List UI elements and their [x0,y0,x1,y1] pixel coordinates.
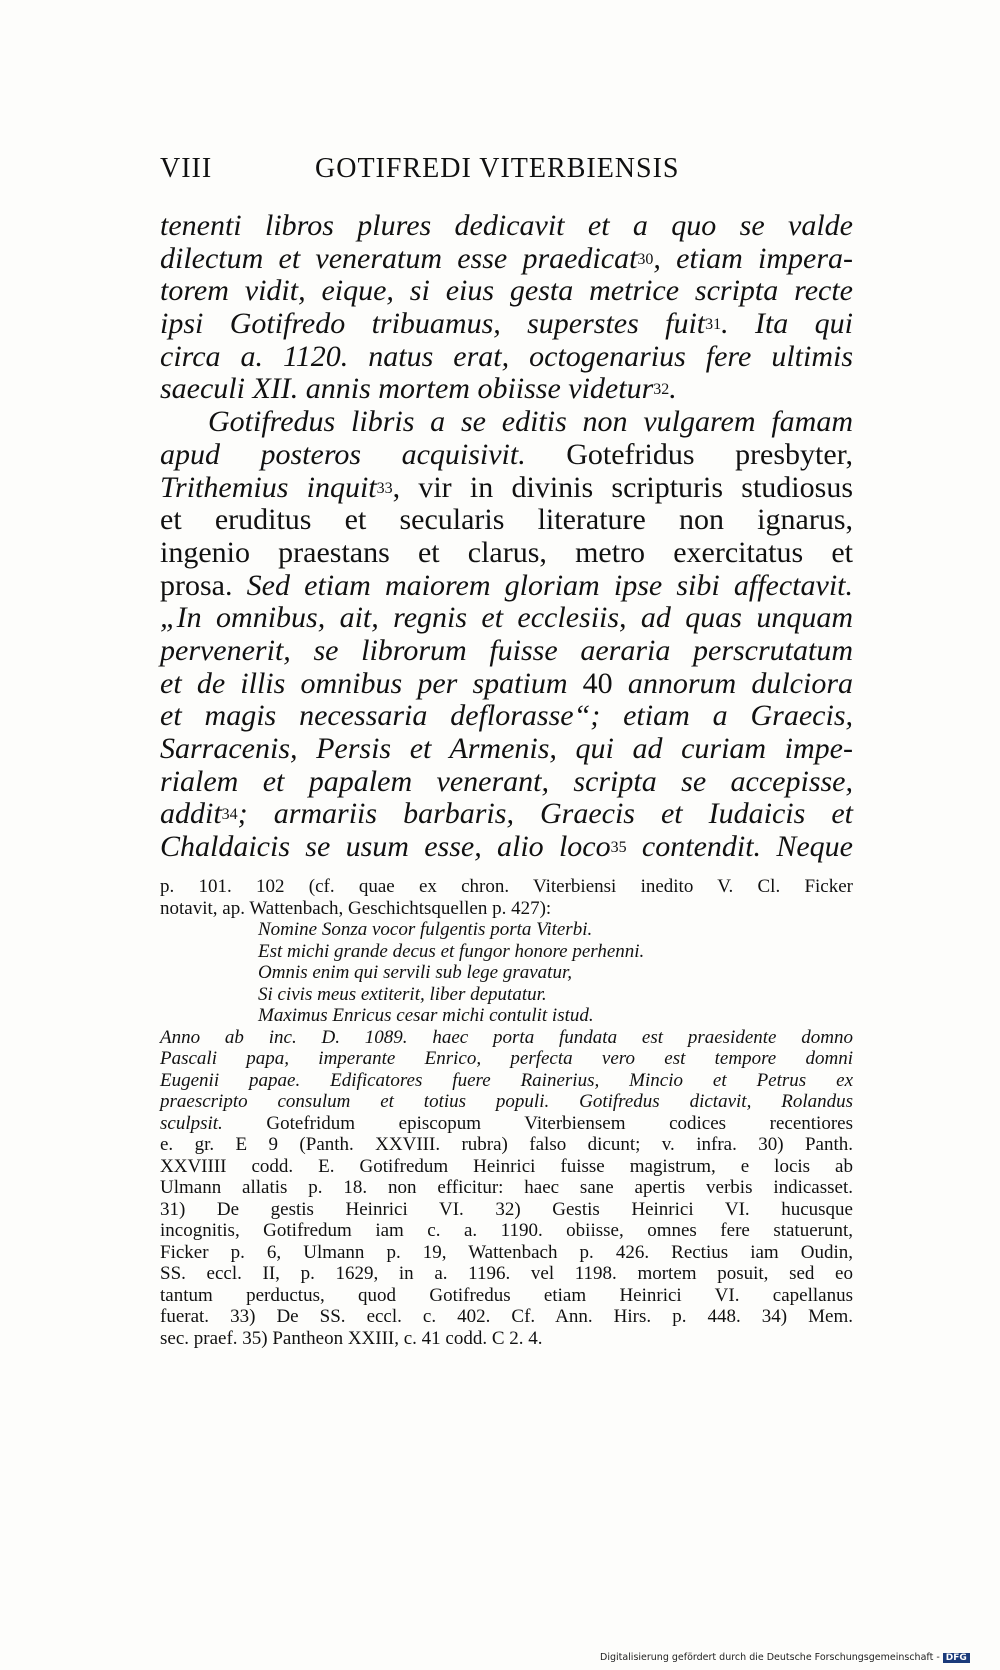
text-line [160,831,853,864]
text-line [160,504,853,537]
text-segment: Sed etiam maiorem gloriam ipse sibi affectavit. [232,568,853,602]
text-segment: . Ita qui [721,307,853,341]
credit-text: Digitalisierung gefördert durch die Deutsche Forschungsgemeinschaft - [600,1652,940,1663]
text-segment: apud posteros acquisivit. [160,437,526,471]
note-line [160,1306,853,1328]
note-segment: Est michi grande decus et fungor honore perhenni. [258,940,645,962]
text-line [160,275,853,308]
note-segment: SS. eccl. II, p. 1629, in a. 1196. vel 1198. mortem posuit, sed eo [160,1263,853,1284]
note-line [160,1027,853,1049]
text-segment: Gotefridus presbyter, [525,437,853,471]
note-line [160,1113,853,1135]
text-line [160,406,853,439]
text-segment: et eruditus et secularis literature non ignarus, [160,503,853,537]
text-segment: ingenio praestans et clarus, metro exercitatus et [160,535,853,569]
footnote-ref: 33 [376,479,393,497]
note-segment: Omnis enim qui servili sub lege gravatur, [258,962,573,983]
main-text [160,210,853,864]
note-segment: Nomine Sonza vocor fulgentis porta Viterbi. [258,919,593,940]
note-segment: praescripto consulum et totius populi. Gotifredus dictavit, Rolandus [160,1091,853,1112]
text-line [160,472,853,505]
text-segment: annorum dulciora [612,666,854,700]
footnotes [160,876,853,1349]
note-segment: XXVIIII codd. E. Gotifredum Heinrici fuisse magistrum, e locis ab [160,1155,853,1177]
footnote-ref: 34 [221,806,238,824]
footnote-ref: 30 [637,250,654,268]
note-segment: 31) De gestis Heinrici VI. 32) Gestis Heinrici VI. hucusque [160,1198,853,1220]
note-segment: Maximus Enricus cesar michi contulit istud. [258,1005,594,1026]
text-segment: rialem et papalem venerant, scripta se accepisse, [160,764,853,798]
note-segment: Pascali papa, imperante Enrico, perfecta vero est tempore domni [160,1048,853,1069]
note-segment: sculpsit. [160,1112,223,1134]
note-line [160,1263,853,1285]
note-line [160,1070,853,1092]
note-segment: Anno ab inc. D. 1089. haec porta fundata est praesidente domno [160,1026,853,1048]
text-line [160,602,853,635]
text-segment: . [669,372,677,406]
digitization-credit [600,1652,996,1666]
verse-line [160,984,853,1006]
footnote-ref: 31 [705,316,722,334]
dfg-logo: DFG [943,1653,970,1663]
note-line [160,1134,853,1156]
text-segment: , vir in divinis scripturis studiosus [392,470,853,504]
text-segment: ipsi Gotifredo tribuamus, superstes fuit [160,307,706,341]
text-segment: et de illis omnibus per spatium [160,666,583,700]
footnote-ref: 32 [653,381,670,399]
note-segment: incognitis, Gotifredum iam c. a. 1190. obiisse, omnes fere statuerunt, [160,1220,853,1241]
running-head: GOTIFREDI VITERBIENSIS [315,153,680,184]
note-line [160,1328,853,1350]
text-segment: dilectum et veneratum esse praedicat [160,241,638,275]
text-segment: Gotifredus libris a se editis non vulgarem famam [208,405,853,439]
note-segment: Ulmann allatis p. 18. non efficitur: haec sane apertis verbis indicasset. [160,1177,853,1198]
note-segment: notavit, ap. Wattenbach, Geschichtsquellen p. 427): [160,897,552,919]
text-segment: Trithemius inquit [160,470,377,504]
text-line [160,308,853,341]
note-line [160,898,853,920]
text-segment: „In omnibus, ait, regnis et ecclesiis, ad quas unquam [160,601,853,635]
text-line [160,537,853,570]
note-segment: tantum perductus, quod Gotifredus etiam Heinrici VI. capellanus [160,1284,853,1306]
note-line [160,876,853,898]
note-segment: p. 101. 102 (cf. quae ex chron. Viterbiensi inedito V. Cl. Ficker [160,876,853,897]
text-segment: pervenerit, se librorum fuisse aeraria perscrutatum [160,633,853,667]
text-segment: tenenti libros plures dedicavit et a quo se valde [160,209,853,242]
text-segment: , etiam impera- [653,241,853,275]
text-segment: Sarracenis, Persis et Armenis, qui ad curiam impe- [160,732,853,765]
text-line [160,341,853,374]
text-segment: contendit. Neque [626,830,853,864]
note-line [160,1091,853,1113]
text-segment: torem vidit, eique, si eius gesta metrice scripta recte [160,274,853,308]
text-line [160,700,853,733]
text-line [160,570,853,603]
verse-line [160,1005,853,1027]
text-segment: 40 [582,666,613,700]
text-line [160,635,853,668]
text-line [160,668,853,701]
note-segment: e. gr. E 9 (Panth. XXVIII. rubra) falso dicunt; v. infra. 30) Panth. [160,1134,853,1155]
page-header [160,153,860,193]
text-line [160,439,853,472]
note-line [160,1285,853,1307]
verse-line [160,941,853,963]
text-line [160,243,853,276]
note-line [160,1048,853,1070]
text-segment: saeculi XII. annis mortem obiisse videtur [160,372,654,406]
page-number: VIII [160,153,213,184]
verse-line [160,962,853,984]
text-segment: Chaldaicis se usum esse, alio loco [160,830,611,864]
note-line [160,1177,853,1199]
text-line [160,373,853,406]
text-segment: circa a. 1120. natus erat, octogenarius fere ultimis [160,339,853,373]
note-segment: sec. praef. 35) Pantheon XXIII, c. 41 codd. C 2. 4. [160,1327,543,1349]
note-line [160,1156,853,1178]
verse-line [160,919,853,941]
note-segment: Si civis meus extiterit, liber deputatur. [258,983,547,1005]
note-line [160,1220,853,1242]
note-line [160,1242,853,1264]
note-line [160,1199,853,1221]
text-line [160,798,853,831]
note-segment: Eugenii papae. Edificatores fuere Rainerius, Mincio et Petrus ex [160,1069,853,1091]
text-line [160,766,853,799]
text-segment: addit [160,797,222,831]
text-line [160,210,853,243]
text-line [160,733,853,766]
text-segment: ; armariis barbaris, Graecis et Iudaicis et [237,797,853,831]
footnote-ref: 35 [610,839,627,857]
note-segment: Gotefridum episcopum Viterbiensem codices recentiores [222,1112,853,1134]
note-segment: Ficker p. 6, Ulmann p. 19, Wattenbach p. 426. Rectius iam Oudin, [160,1241,853,1263]
text-segment: et magis necessaria deflorasse“; etiam a Graecis, [160,699,853,733]
note-segment: fuerat. 33) De SS. eccl. c. 402. Cf. Ann. Hirs. p. 448. 34) Mem. [160,1306,853,1327]
text-segment: prosa. [160,568,233,602]
